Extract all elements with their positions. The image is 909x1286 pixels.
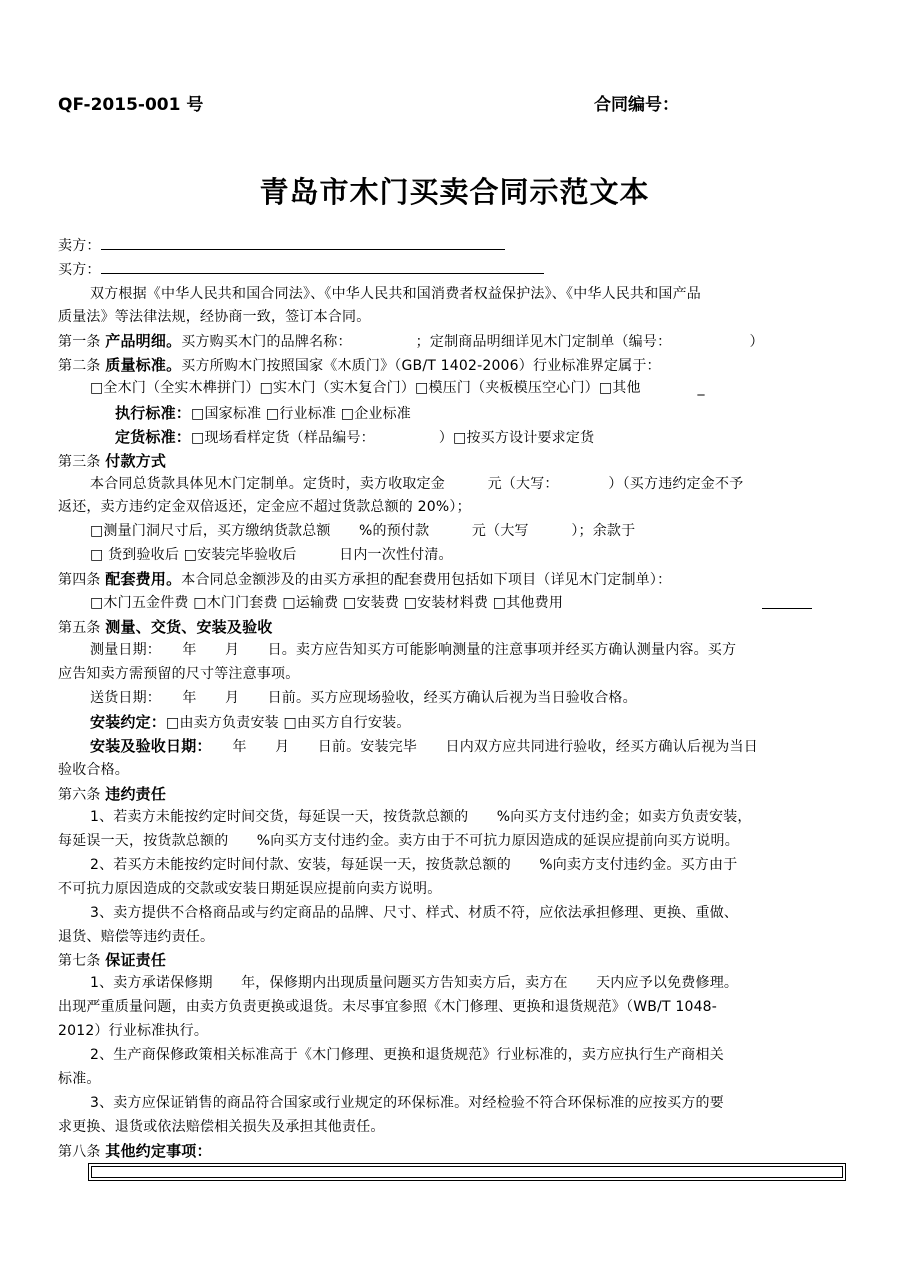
preamble-line-1: 双方根据《中华人民共和国合同法》、《中华人民共和国消费者权益保护法》、《中华人民共和国产品 — [90, 286, 701, 302]
article-4-number: 第四条 — [58, 572, 101, 588]
order-standard-line — [115, 427, 594, 448]
article-3-line-1: 本合同总货款具体见木门定制单。定货时，卖方收取定金 元（大写： ）（买方违约定金不予 — [90, 476, 744, 492]
article-1-text: 买方购买木门的品牌名称： ；定制商品明细详见木门定制单（编号： ） — [181, 334, 764, 350]
article-7-heading: 保证责任 — [105, 951, 167, 969]
seller-blank[interactable] — [101, 234, 505, 250]
article-6-line-3: 2、若买方未能按约定时间付款、安装，每延误一天，按货款总额的 %向卖方支付违约金。买方由于 — [90, 857, 738, 873]
article-2-number: 第二条 — [58, 358, 101, 374]
article-3-line-3[interactable]: □测量门洞尺寸后，买方缴纳货款总额 %的预付款 元（大写 ）；余款于 — [90, 523, 636, 539]
article-6-heading: 违约责任 — [105, 785, 167, 803]
article-6 — [58, 784, 166, 805]
exec-standard-options[interactable]: □国家标准 □行业标准 □企业标准 — [191, 406, 411, 422]
article-5-number: 第五条 — [58, 620, 101, 636]
article-7-line-5: 标准。 — [58, 1071, 101, 1087]
acceptance-line — [90, 736, 758, 757]
measure-line-2: 应告知卖方需预留的尺寸等注意事项。 — [58, 666, 300, 682]
acceptance-label: 安装及验收日期： — [90, 737, 205, 755]
article-5 — [58, 617, 272, 638]
article-1 — [58, 331, 764, 352]
article-6-line-6: 退货、赔偿等违约责任。 — [58, 929, 215, 945]
other-terms-field[interactable] — [88, 1163, 846, 1181]
article-6-line-2: 每延误一天，按货款总额的 %向买方支付违约金。卖方由于不可抗力原因造成的延误应提前向买方说明。 — [58, 833, 739, 849]
order-standard-options[interactable]: □现场看样定货（样品编号： ）□按买方设计要求定货 — [191, 430, 595, 446]
article-3-number: 第三条 — [58, 454, 101, 470]
seller-line — [58, 234, 505, 256]
article-8-heading: 其他约定事项： — [105, 1142, 212, 1160]
exec-standard-line — [115, 403, 411, 424]
article-7-line-6: 3、卖方应保证销售的商品符合国家或行业规定的环保标准。对经检验不符合环保标准的应按买方的要 — [90, 1095, 724, 1111]
article-1-heading: 产品明细。 — [105, 332, 182, 350]
article-7-line-7: 求更换、退货或依法赔偿相关损失及承担其他责任。 — [58, 1119, 385, 1135]
buyer-line — [58, 258, 544, 280]
article-2-text: 买方所购木门按照国家《木质门》（GB/T 1402-2006）行业标准界定属于： — [181, 358, 661, 374]
article-7-number: 第七条 — [58, 953, 101, 969]
article-4-heading: 配套费用。 — [105, 570, 182, 588]
install-label: 安装约定： — [90, 713, 167, 731]
door-type-options[interactable]: □全木门（全实木榫拼门）□实木门（实木复合门）□模压门（夹板模压空心门）□其他 _ — [90, 380, 705, 396]
preamble-line-2: 质量法》等法律法规，经协商一致，签订本合同。 — [58, 309, 371, 325]
article-4 — [58, 569, 671, 590]
form-number: QF-2015-001 号 — [58, 95, 204, 115]
measure-line-1: 测量日期： 年 月 日。卖方应告知买方可能影响测量的注意事项并经买方确认测量内容。买方 — [90, 642, 737, 658]
article-6-number: 第六条 — [58, 787, 101, 803]
article-6-line-1: 1、若卖方未能按约定时间交货，每延误一天，按货款总额的 %向买方支付违约金；如卖方负责安装， — [90, 809, 752, 825]
article-2-heading: 质量标准。 — [105, 356, 182, 374]
acceptance-line-2: 验收合格。 — [58, 762, 129, 778]
article-1-number: 第一条 — [58, 334, 101, 350]
seller-label: 卖方： — [58, 238, 101, 254]
exec-standard-label: 执行标准： — [115, 404, 192, 422]
article-8 — [58, 1141, 212, 1162]
order-standard-label: 定货标准： — [115, 428, 192, 446]
article-2 — [58, 355, 661, 376]
article-7-line-4: 2、生产商保修政策相关标准高于《木门修理、更换和退货规范》行业标准的，卖方应执行生产商相关 — [90, 1047, 724, 1063]
article-7-line-1: 1、卖方承诺保修期 年，保修期内出现质量问题买方告知卖方后，卖方在 天内应予以免费修理。 — [90, 975, 739, 991]
article-3 — [58, 451, 166, 472]
install-line — [90, 712, 411, 733]
fee-options[interactable]: □木门五金件费 □木门门套费 □运输费 □安装费 □安装材料费 □其他费用 — [90, 595, 564, 611]
acceptance-text: 年 月 日前。安装完毕 日内双方应共同进行验收，经买方确认后视为当日 — [204, 739, 758, 755]
install-options[interactable]: □由卖方负责安装 □由买方自行安装。 — [166, 715, 411, 731]
fee-options-line — [90, 593, 563, 613]
article-7-line-2: 出现严重质量问题，由卖方负责更换或退货。未尽事宜参照《木门修理、更换和退货规范》（WB/T 1048- — [58, 999, 718, 1015]
article-4-text: 本合同总金额涉及的由买方承担的配套费用包括如下项目（详见木门定制单）： — [181, 572, 672, 588]
article-7 — [58, 950, 166, 971]
article-8-number: 第八条 — [58, 1144, 101, 1160]
article-7-line-3: 2012）行业标准执行。 — [58, 1023, 209, 1039]
article-3-line-4[interactable]: □ 货到验收后 □安装完毕验收后 日内一次性付清。 — [90, 547, 453, 563]
article-5-heading: 测量、交货、安装及验收 — [105, 618, 273, 636]
contract-number-label: 合同编号： — [594, 95, 679, 115]
article-3-heading: 付款方式 — [105, 452, 167, 470]
article-6-line-4: 不可抗力原因造成的交款或安装日期延误应提前向卖方说明。 — [58, 881, 442, 897]
delivery-line: 送货日期： 年 月 日前。买方应现场验收，经买方确认后视为当日验收合格。 — [90, 690, 637, 706]
buyer-label: 买方： — [58, 262, 101, 278]
other-fee-blank[interactable] — [762, 593, 812, 615]
article-6-line-5: 3、卖方提供不合格商品或与约定商品的品牌、尺寸、样式、材质不符，应依法承担修理、更换、重做、 — [90, 905, 739, 921]
article-3-line-2: 返还，卖方违约定金双倍返还，定金应不超过货款总额的 20%）； — [58, 499, 471, 515]
buyer-blank[interactable] — [101, 258, 544, 274]
other-terms-inner-border — [91, 1166, 843, 1178]
document-title: 青岛市木门买卖合同示范文本 — [259, 175, 650, 209]
